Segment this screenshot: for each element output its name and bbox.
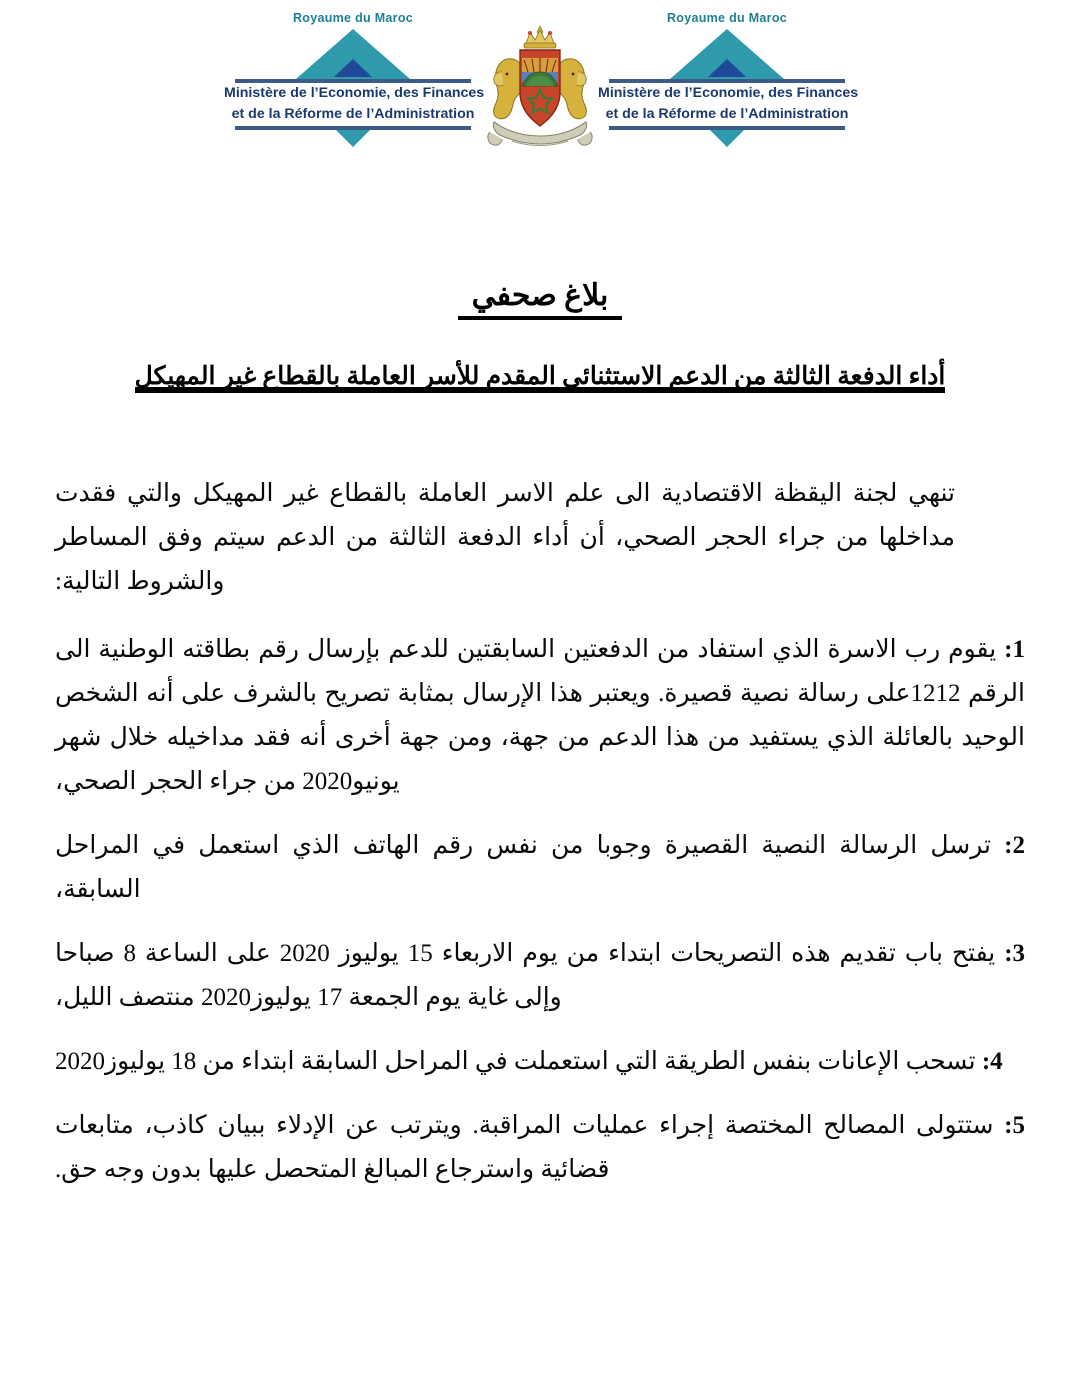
triangle-down-icon [336,130,370,147]
list-item [55,1040,1025,1084]
list-item-number: 1 [1012,636,1025,663]
list-item-number: 3 [1012,940,1026,967]
list-item-separator: : [1004,1112,1013,1139]
logo-triangle-right [224,27,482,79]
triangle-up-small-icon [334,59,372,77]
list-item [55,932,1025,1020]
logo-rule-top [609,79,845,83]
list-item-separator: : [1004,832,1013,859]
page-title-text: بلاغ صحفي [458,278,623,320]
ministry-logo-right [224,6,485,158]
list-item-separator: : [1004,940,1013,967]
list-item-separator: : [981,1048,991,1075]
triangle-up-small-icon [708,59,746,77]
document-header [0,6,1080,166]
list-item [55,824,1025,912]
ministry-name-line1-right: Ministère de l’Economie, des Finances [224,85,485,101]
list-item-number: 2 [1012,832,1025,859]
ministry-name-line2-right: et de la Réforme de l’Administration [231,105,475,122]
ministry-name-line1-left: Ministère de l’Economie, des Finances [598,85,859,101]
page-subtitle [50,360,1030,394]
logo-kingdom-label-right: Royaume du Maroc [292,11,414,25]
list-item-text: تسحب الإعانات بنفس الطريقة التي استعملت في المراحل السابقة ابتداء من 18 يوليوز2020 [55,1048,976,1075]
page-title [0,278,1080,320]
ministry-name-line2-left: et de la Réforme de l’Administration [605,105,849,122]
ministry-logo-left [598,6,859,158]
list-item-text: ترسل الرسالة النصية القصيرة وجوبا من نفس رقم الهاتف الذي استعمل في المراحل السابقة، [55,832,991,903]
list-item-text: يفتح باب تقديم هذه التصريحات ابتداء من يوم الاربعاء 15 يوليوز 2020 على الساعة 8 صباحا وإلى غاية يوم الجمعة 17 يوليوز2020 منتصف الليل، [55,940,996,1011]
triangle-down-icon [710,130,744,147]
intro-paragraph: تنهي لجنة اليقظة الاقتصادية الى علم الاسر العاملة بالقطاع غير المهيكل والتي فقدت مداخلها من جراء الحجر الصحي، أن أداء الدفعة الثالثة من الدعم سيتم وفق المساطر والشروط التالية: [55,480,955,595]
document-body [55,472,1025,1192]
list-item [55,628,1025,804]
list-item-number: 4 [990,1048,1003,1075]
list-item-separator: : [1004,636,1013,663]
logo-triangle-left [598,27,856,79]
page-subtitle-text: أداء الدفعة الثالثة من الدعم الاستثنائي المقدم للأسر العاملة بالقطاع غير المهيكل [135,363,946,393]
list-item [55,1104,1025,1192]
logo-kingdom-label-left: Royaume du Maroc [666,11,788,25]
list-item-number: 5 [1012,1112,1025,1139]
list-item-text: يقوم رب الاسرة الذي استفاد من الدفعتين السابقتين للدعم بإرسال رقم بطاقته الوطنية الى الرقم 1212على رسالة نصية قصيرة. ويعتبر هذا الإرسال بمثابة تصريح بالشرف على أنه الشخص الوحيد بالعائلة الذي يستفيد من هذا الدعم من جهة، ومن جهة أخرى أنه فقد مداخيله خلال شهر يونيو2020 من جراء الحجر الصحي، [55,636,1025,795]
logo-rule-top [235,79,471,83]
list-item-text: ستتولى المصالح المختصة إجراء عمليات المراقبة. ويترتب عن الإدلاء ببيان كاذب، متابعات قضائية واسترجاع المبالغ المتحصل عليها بدون وجه حق. [55,1112,994,1183]
coat-of-arms-of-morocco-icon [482,14,598,164]
